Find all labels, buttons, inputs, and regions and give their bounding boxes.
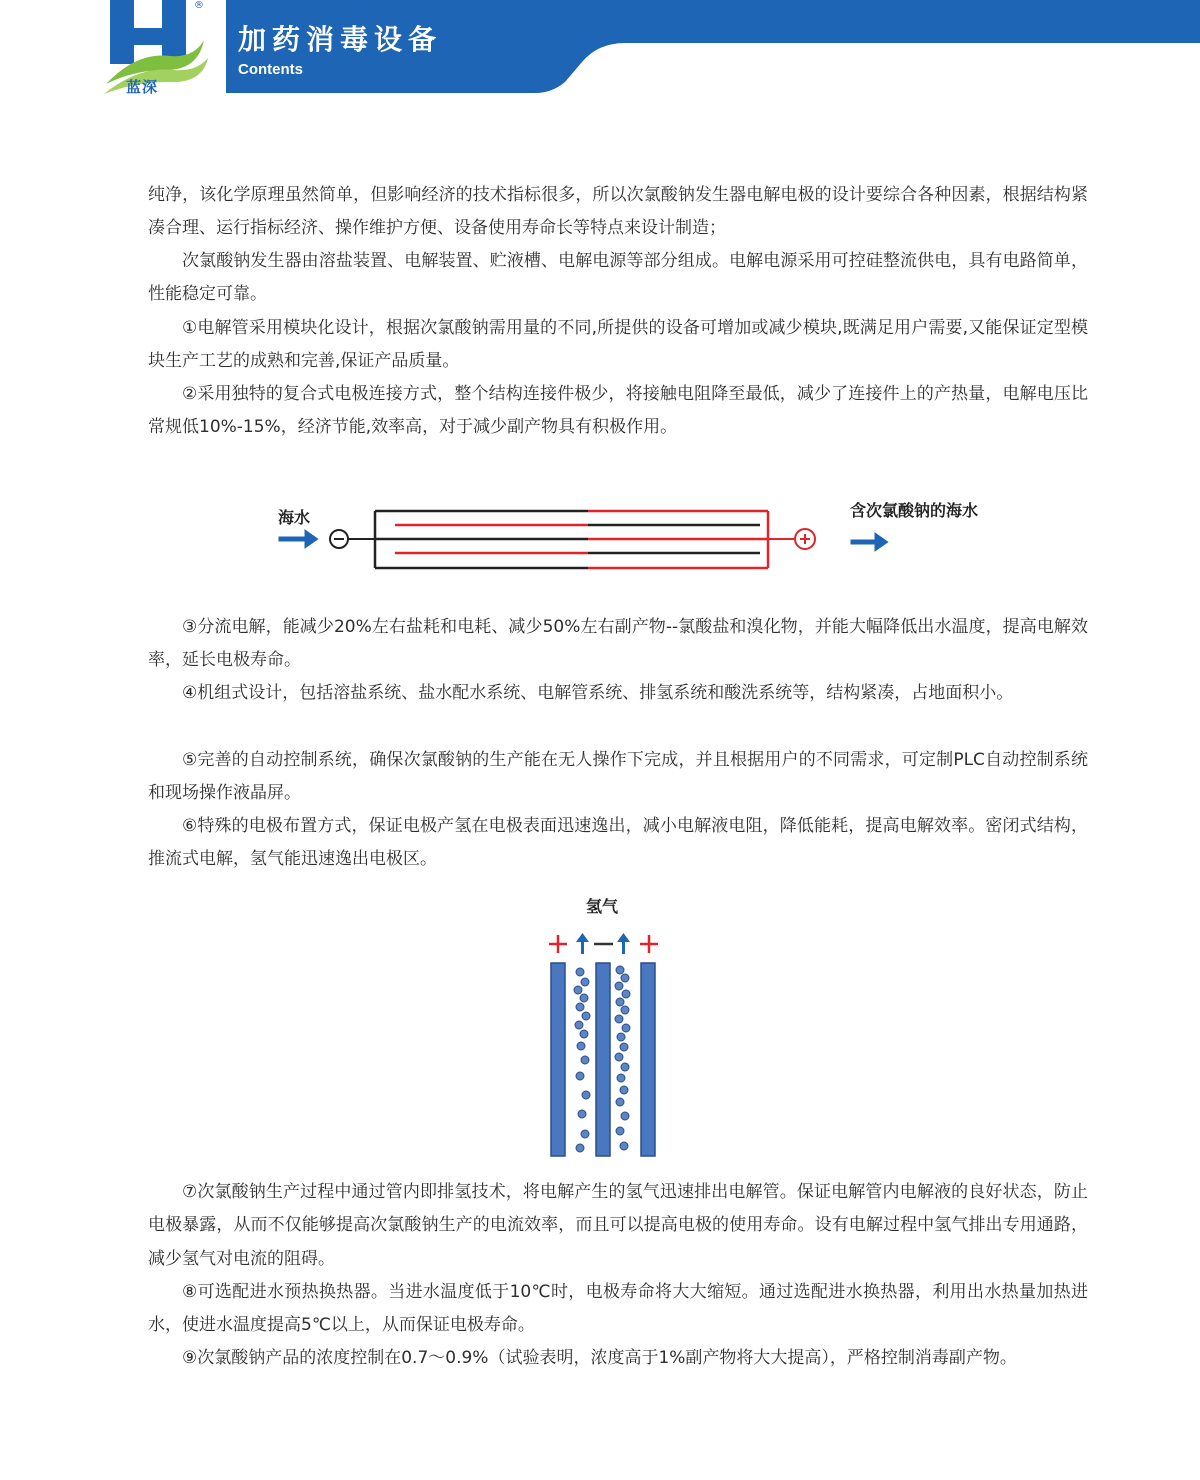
gas-up-arrow-right-icon bbox=[617, 933, 630, 954]
anode-plate-left bbox=[551, 963, 565, 1156]
outlet-label: 含次氯酸钠的海水 bbox=[850, 501, 979, 520]
inlet-label: 海水 bbox=[278, 508, 311, 527]
hydrogen-release-diagram bbox=[540, 890, 670, 1165]
paragraph-feature-1: ①电解管采用模块化设计，根据次氯酸钠需用量的不同,所提供的设备可增加或减少模块,既满足用户需要,又能保证定型模块生产工艺的成熟和完善,保证产品质量。 bbox=[148, 318, 1088, 372]
gas-up-arrow-left-icon bbox=[576, 933, 589, 954]
electrolysis-tube-diagram bbox=[270, 490, 1030, 580]
page-title: 加药消毒设备 bbox=[238, 23, 443, 56]
anode-plate-right bbox=[641, 963, 655, 1156]
paragraph-feature-5: ⑤完善的自动控制系统，确保次氯酸钠的生产能在无人操作下完成，并且根据用户的不同需求，可定制PLC自动控制系统和现场操作液晶屏。 bbox=[148, 750, 1088, 804]
registered-mark: ® bbox=[194, 0, 204, 11]
paragraph-feature-8: ⑧可选配进水预热换热器。当进水温度低于10℃时，电极寿命将大大缩短。通过选配进水换热器，利用出水热量加热进水，使进水温度提高5℃以上，从而保证电极寿命。 bbox=[148, 1282, 1088, 1336]
paragraph-composition: 次氯酸钠发生器由溶盐装置、电解装置、贮液槽、电解电源等部分组成。电解电源采用可控硅整流供电，具有电路简单，性能稳定可靠。 bbox=[148, 251, 1088, 305]
cathode-plate bbox=[596, 963, 610, 1156]
hydrogen-label: 氢气 bbox=[586, 897, 619, 916]
outlet-arrow-icon bbox=[852, 535, 886, 549]
paragraph-feature-4: ④机组式设计，包括溶盐系统、盐水配水系统、电解管系统、排氢系统和酸洗系统等，结构紧凑，占地面积小。 bbox=[182, 683, 1014, 703]
paragraph-feature-6: ⑥特殊的电极布置方式，保证电极产氢在电极表面迅速逸出，减小电解液电阻，降低能耗，提高电解效率。密闭式结构，推流式电解，氢气能迅速逸出电极区。 bbox=[148, 816, 1088, 870]
anode-plus-right-icon bbox=[640, 935, 658, 953]
anode-plus-left-icon bbox=[549, 935, 567, 953]
paragraph-feature-7: ⑦次氯酸钠生产过程中通过管内即排氢技术，将电解产生的氢气迅速排出电解管。保证电解管内电解液的良好状态，防止电极暴露，从而不仅能够提高次氯酸钠生产的电流效率，而且可以提高电极的使用寿命。设有电解过程中氢气排出专用通路，减少氢气对电流的阻碍。 bbox=[148, 1182, 1088, 1269]
page-subtitle: Contents bbox=[238, 61, 303, 78]
paragraph-intro: 纯净，该化学原理虽然简单，但影响经济的技术指标很多，所以次氯酸钠发生器电解电极的设计要综合各种因素，根据结构紧凑合理、运行指标经济、操作维护方便、设备使用寿命长等特点来设计制造； bbox=[148, 185, 1088, 239]
lanshen-logo bbox=[104, 0, 224, 100]
paragraph-feature-9: ⑨次氯酸钠产品的浓度控制在0.7～0.9%（试验表明，浓度高于1%副产物将大大提高），严格控制消毒副产物。 bbox=[182, 1348, 1017, 1368]
paragraph-feature-3: ③分流电解，能减少20%左右盐耗和电耗、减少50%左右副产物--氯酸盐和溴化物，并能大幅降低出水温度，提高电解效率，延长电极寿命。 bbox=[148, 617, 1088, 671]
inlet-arrow-icon bbox=[280, 532, 316, 546]
brand-name: 蓝深 bbox=[126, 78, 159, 96]
page-header bbox=[0, 0, 1200, 100]
paragraph-feature-2: ②采用独特的复合式电极连接方式，整个结构连接件极少，将接触电阻降至最低，减少了连接件上的产热量，电解电压比常规低10%-15%，经济节能,效率高，对于减少副产物具有积极作用。 bbox=[148, 384, 1088, 438]
